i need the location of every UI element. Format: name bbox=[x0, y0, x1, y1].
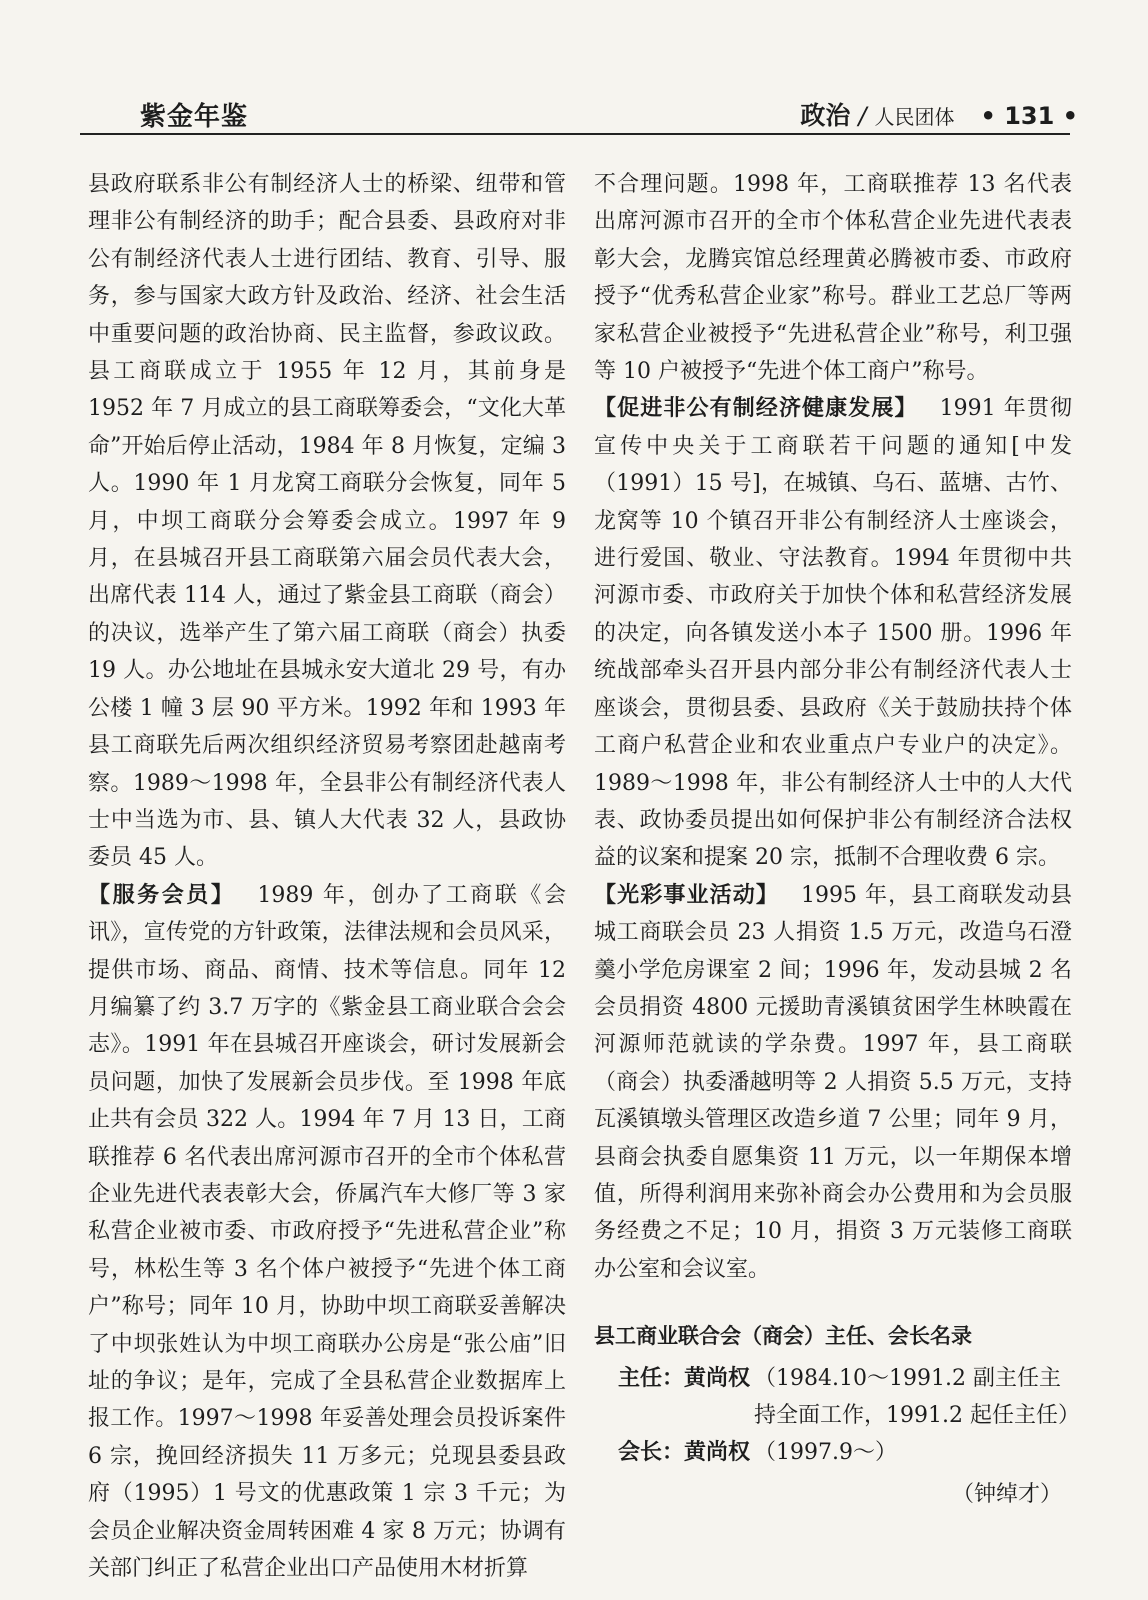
roster-term: （1984.10～1991.2 副主任主持全面工作，1991.2 起任主任） bbox=[754, 1365, 1081, 1428]
spacer bbox=[594, 1288, 1072, 1318]
paragraph-text: 1991 年贯彻宣传中央关于工商联若干问题的通知[中发（1991）15 号]，在城镇、乌石、蓝塘、古竹、龙窝等 10 个镇召开非公有制经济人士座谈会，进行爱国、敬业、守法教育。1994 年贯彻中共河源市委、市政府关于加快个体和私营经济发展的决定，向各镇发送小本子 1500 册。1996 年统战部牵头召开县内部分非公有制经济代表人士座谈会，贯彻县委、县政府《关于鼓励扶持个体工商户私营企业和农业重点户专业户的决定》。1989～1998 年，非公有制经济人士中的人大代表、政协委员提出如何保护非公有制经济合法权益的议案和提案 20 宗，抵制不合理收费 6 宗。 bbox=[594, 396, 1072, 871]
leader-roster bbox=[618, 1360, 1081, 1472]
heading-development: 【促进非公有制经济健康发展】 bbox=[594, 396, 918, 422]
heading-guangcai: 【光彩事业活动】 bbox=[594, 882, 779, 908]
right-column bbox=[594, 166, 1081, 1513]
paragraph-development bbox=[594, 390, 1072, 876]
paragraph-text: 1995 年，县工商联发动县城工商联会员 23 人捐资 1.5 万元，改造乌石澄羹小学危房课室 2 间；1996 年，发动县城 2 名会员捐资 4800 元援助青溪镇贫困学生林映霞在河源师范就读的学杂费。1997 年，县工商联（商会）执委潘越明等 2 人捐资 5.5 万元，支持瓦溪镇墩头管理区改造乡道 7 公里；同年 9 月，县商会执委自愿集资 11 万元，以一年期保本增值，所得利润用来弥补商会办公费用和为会员服务经费之不足；10 月，捐资 3 万元装修工商联办公室和会议室。 bbox=[594, 882, 1072, 1282]
paragraph-guangcai bbox=[594, 877, 1072, 1288]
book-title: 紫金年鉴 bbox=[140, 102, 249, 132]
heading-service-members: 【服务会员】 bbox=[88, 882, 236, 908]
paragraph-continued: 不合理问题。1998 年，工商联推荐 13 名代表出席河源市召开的全市个体私营企业先进代表表彰大会，龙腾宾馆总经理黄必腾被市委、市政府授予“优秀私营企业家”称号。群业工艺总厂等两家私营企业被授予“先进私营企业”称号，利卫强等 10 户被授予“先进个体工商户”称号。 bbox=[594, 172, 1072, 385]
paragraph-service-members bbox=[88, 877, 566, 1588]
paragraph-text: 1989 年，创办了工商联《会讯》，宣传党的方针政策，法律法规和会员风采，提供市场、商品、商情、技术等信息。同年 12 月编纂了约 3.7 万字的《紫金县工商业联合会会志》。1991 年在县城召开座谈会，研讨发展新会员问题，加快了发展新会员步伐。至 1998 年底止共有会员 322 人。1994 年 7 月 13 日，工商联推荐 6 名代表出席河源市召开的全市个体私营企业先进代表表彰大会，侨属汽车大修厂等 3 家私营企业被市委、市政府授予“先进私营企业”称号，林松生等 3 名个体户被授予“先进个体工商户”称号；同年 10 月，协助中坝工商联妥善解决了中坝张姓认为中坝工商联办公房是“张公庙”旧址的争议；是年，完成了全县私营企业数据库上报工作。1997～1998 年妥善处理会员投诉案件 6 宗，挽回经济损失 11 万多元；兑现县委县政府（1995）1 号文的优惠政策 1 宗 3 千元；为会员企业解决资金周转困难 4 家 8 万元；协调有关部门纠正了私营企业出口产品使用木材折算 bbox=[88, 882, 566, 1582]
running-head bbox=[800, 96, 1078, 132]
roster-role: 会长： bbox=[618, 1440, 685, 1466]
roster-name: 黄尚权 bbox=[684, 1440, 751, 1466]
header-rule bbox=[80, 133, 1070, 135]
page-header bbox=[0, 0, 1148, 140]
roster-row bbox=[618, 1434, 1072, 1471]
roster-title: 县工商业联合会（商会）主任、会长名录 bbox=[594, 1324, 972, 1349]
page-number: • 131 • bbox=[980, 102, 1078, 130]
section-title: 政治 bbox=[800, 101, 851, 130]
author-credit: （钟绰才） bbox=[951, 1481, 1062, 1507]
paragraph-intro: 县政府联系非公有制经济人士的桥梁、纽带和管理非公有制经济的助手；配合县委、县政府对非公有制经济代表人士进行团结、教育、引导、服务，参与国家大政方针及政治、经济、社会生活中重要问题的政治协商、民主监督，参政议政。县工商联成立于 1955 年 12 月，其前身是 1952 年 7 月成立的县工商联筹委会，“文化大革命”开始后停止活动，1984 年 8 月恢复，定编 3 人。1990 年 1 月龙窝工商联分会恢复，同年 5 月，中坝工商联分会筹委会成立。1997 年 9 月，在县城召开县工商联第六届会员代表大会，出席代表 114 人，通过了紫金县工商联（商会）的决议，选举产生了第六届工商联（商会）执委 19 人。办公地址在县城永安大道北 29 号，有办公楼 1 幢 3 层 90 平方米。1992 年和 1993 年县工商联先后两次组织经济贸易考察团赴越南考察。1989～1998 年，全县非公有制经济代表人士中当选为市、县、镇人大代表 32 人，县政协委员 45 人。 bbox=[88, 172, 566, 871]
roster-row bbox=[618, 1360, 1081, 1435]
roster-role: 主任： bbox=[618, 1365, 685, 1391]
roster-name: 黄尚权 bbox=[684, 1365, 751, 1391]
section-separator: / bbox=[858, 102, 867, 130]
subsection-title: 人民团体 bbox=[874, 105, 955, 129]
left-column bbox=[88, 166, 566, 1587]
roster-term: （1997.9～） bbox=[754, 1440, 898, 1466]
